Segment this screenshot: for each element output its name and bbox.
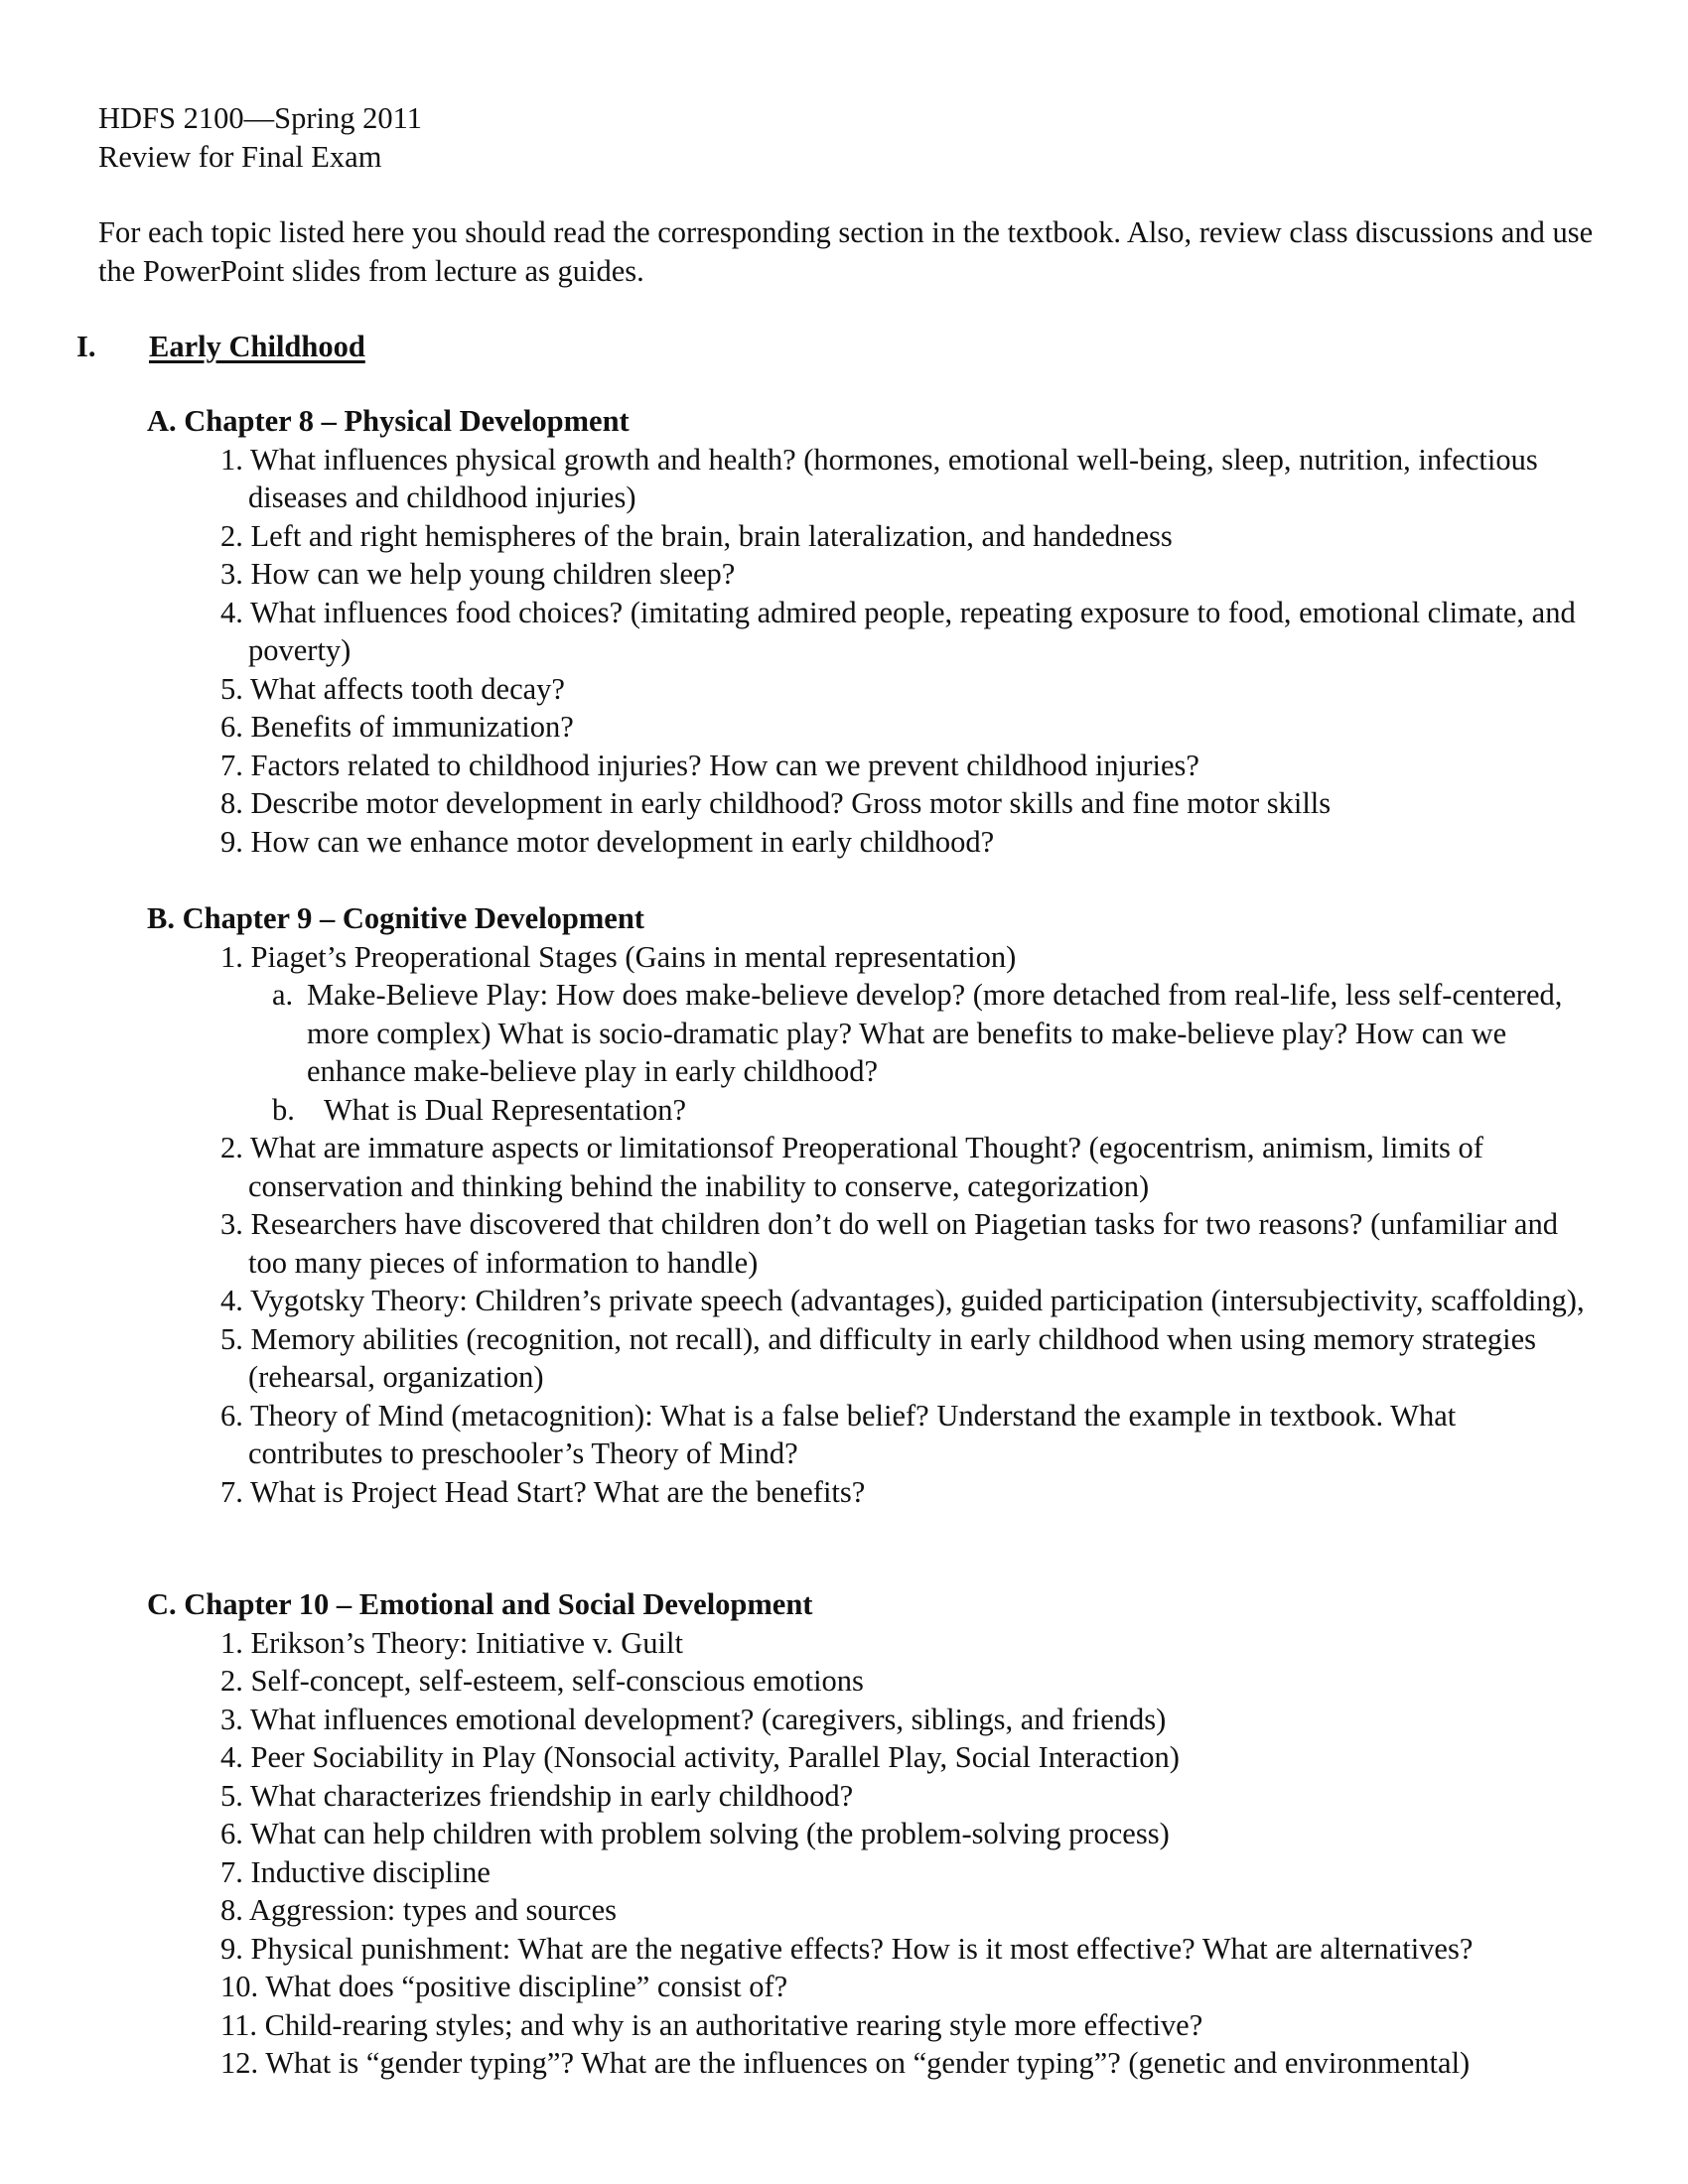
- list-item: [147, 1777, 1587, 1816]
- item-text: What is “gender typing”? What are the influences on “gender typing”? (genetic and environmental): [265, 2046, 1471, 2080]
- list-item: [147, 708, 1587, 747]
- item-text: What can help children with problem solving (the problem-solving process): [249, 1817, 1170, 1850]
- section-heading: [76, 328, 365, 366]
- document-title: Review for Final Exam: [98, 139, 382, 174]
- intro-paragraph: For each topic listed here you should read the corresponding section in the textbook. Also, review class discussions and use the PowerPoint slides from lecture as guides.: [98, 215, 1594, 288]
- item-text: How can we help young children sleep?: [250, 557, 736, 591]
- item-number: 11.: [220, 2007, 257, 2042]
- list-item: [147, 1473, 1587, 1512]
- document-header: [98, 99, 422, 176]
- list-item: [147, 747, 1587, 785]
- list-item: [147, 1891, 1587, 1930]
- item-text: What affects tooth decay?: [249, 671, 565, 706]
- item-letter: b.: [272, 1092, 295, 1127]
- item-number: 7.: [220, 1474, 243, 1509]
- item-text: Child-rearing styles; and why is an authoritative rearing style more effective?: [264, 2007, 1203, 2042]
- list-item: [147, 1815, 1587, 1853]
- item-number: 9.: [220, 824, 243, 859]
- item-text: What characterizes friendship in early childhood?: [249, 1778, 854, 1813]
- item-text: Vygotsky Theory: Children’s private speech (advantages), guided participation (intersubjectivity, scaffolding),: [249, 1284, 1585, 1317]
- item-number: 6.: [220, 1817, 243, 1850]
- chapter-title: A. Chapter 8 – Physical Development: [147, 404, 630, 438]
- item-number: 2.: [220, 518, 243, 553]
- item-text: What influences physical growth and health? (hormones, emotional well-being, sleep, nutrition, infectious diseases and childhood injuries): [248, 442, 1538, 514]
- item-number: 4.: [220, 1284, 243, 1317]
- item-text: Aggression: types and sources: [248, 1893, 617, 1927]
- item-number: 2.: [220, 1664, 243, 1698]
- item-text: Peer Sociability in Play (Nonsocial activity, Parallel Play, Social Interaction): [250, 1740, 1180, 1774]
- list-item: [147, 1397, 1587, 1473]
- chapter-title: C. Chapter 10 – Emotional and Social Development: [147, 1587, 813, 1621]
- item-text: Researchers have discovered that children don’t do well on Piagetian tasks for two reasons? (unfamiliar and too many pieces of information to handle): [248, 1207, 1558, 1280]
- list-item: [147, 2006, 1587, 2045]
- list-item: [147, 2044, 1587, 2083]
- sub-list-item: [147, 976, 1587, 1091]
- chapter-title: B. Chapter 9 – Cognitive Development: [147, 901, 644, 935]
- item-number: 4.: [220, 595, 243, 629]
- item-number: 3.: [220, 557, 243, 591]
- list-item: [147, 1320, 1587, 1397]
- item-number: 1.: [220, 442, 243, 477]
- item-letter: a.: [272, 978, 294, 1012]
- item-text: Inductive discipline: [250, 1854, 491, 1889]
- list-item: [147, 1282, 1587, 1320]
- item-text: What is Dual Representation?: [324, 1092, 687, 1127]
- item-text: How can we enhance motor development in early childhood?: [250, 824, 995, 859]
- list-item: [147, 1738, 1587, 1777]
- list-item: [147, 594, 1587, 670]
- section-title: Early Childhood: [149, 330, 365, 363]
- item-text: What does “positive discipline” consist of?: [265, 1970, 788, 2003]
- item-text: What influences food choices? (imitating admired people, repeating exposure to food, emotional climate, and poverty): [248, 595, 1576, 667]
- list-item: [147, 1930, 1587, 1969]
- item-text: Make-Believe Play: How does make-believe develop? (more detached from real-life, less self-centered, more complex) What is socio-dramatic play? What are benefits to make-believe play? How can we enhance make-believe play in early childhood?: [307, 978, 1563, 1088]
- item-number: 7.: [220, 1854, 243, 1889]
- chapter-item-list: [147, 441, 1587, 862]
- item-number: 3.: [220, 1207, 243, 1241]
- item-text: Erikson’s Theory: Initiative v. Guilt: [250, 1625, 683, 1660]
- item-text: Piaget’s Preoperational Stages (Gains in mental representation): [250, 939, 1017, 974]
- item-text: Memory abilities (recognition, not recall), and difficulty in early childhood when using memory strategies (rehearsal, organization): [248, 1321, 1537, 1394]
- item-number: 5.: [220, 1321, 243, 1356]
- item-text: What influences emotional development? (caregivers, siblings, and friends): [249, 1702, 1167, 1736]
- list-item: [147, 1853, 1587, 1892]
- item-text: Factors related to childhood injuries? How can we prevent childhood injuries?: [250, 748, 1199, 782]
- list-item: [147, 1662, 1587, 1701]
- item-text: Benefits of immunization?: [250, 710, 574, 744]
- list-item: [147, 784, 1587, 823]
- chapter-10-block: [147, 1585, 1587, 2083]
- list-item: [147, 517, 1587, 556]
- list-item: [147, 1968, 1587, 2006]
- list-item: [147, 1624, 1587, 1663]
- item-text: What are immature aspects or limitationsof Preoperational Thought? (egocentrism, animism, limits of conservation and thinking behind the inability to conserve, categorization): [248, 1131, 1483, 1203]
- item-number: 1.: [220, 1625, 243, 1660]
- course-title: HDFS 2100—Spring 2011: [98, 101, 422, 135]
- item-text: Describe motor development in early childhood? Gross motor skills and fine motor skills: [250, 786, 1332, 820]
- section-number: I.: [76, 330, 96, 363]
- item-number: 8.: [220, 1893, 243, 1927]
- item-text: Left and right hemispheres of the brain, brain lateralization, and handedness: [250, 518, 1173, 553]
- sub-list-item: [147, 1091, 1587, 1130]
- list-item: [147, 1129, 1587, 1205]
- item-number: 2.: [220, 1131, 243, 1164]
- item-number: 6.: [220, 710, 243, 744]
- item-text: What is Project Head Start? What are the benefits?: [249, 1474, 866, 1509]
- item-number: 7.: [220, 748, 243, 782]
- item-number: 10.: [220, 1970, 259, 2003]
- item-number: 8.: [220, 786, 243, 820]
- item-text: Physical punishment: What are the negative effects? How is it most effective? What are alternatives?: [250, 1931, 1474, 1966]
- list-item: [147, 938, 1587, 977]
- chapter-item-list: [147, 1624, 1587, 2083]
- chapter-item-list: [147, 938, 1587, 1512]
- list-item: [147, 441, 1587, 517]
- item-number: 5.: [220, 1778, 243, 1813]
- item-text: Theory of Mind (metacognition): What is a false belief? Understand the example in textbook. What contributes to preschooler’s Theory of Mind?: [248, 1398, 1457, 1470]
- item-number: 12.: [220, 2046, 259, 2080]
- item-text: Self-concept, self-esteem, self-conscious emotions: [250, 1664, 864, 1698]
- item-number: 4.: [220, 1740, 243, 1774]
- list-item: [147, 670, 1587, 709]
- item-number: 6.: [220, 1398, 243, 1433]
- item-number: 9.: [220, 1931, 243, 1966]
- chapter-8-block: [147, 402, 1587, 861]
- list-item: [147, 1205, 1587, 1282]
- item-number: 3.: [220, 1702, 243, 1736]
- list-item: [147, 823, 1587, 862]
- list-item: [147, 555, 1587, 594]
- chapter-9-block: [147, 899, 1587, 1511]
- item-number: 5.: [220, 671, 243, 706]
- list-item: [147, 1701, 1587, 1739]
- item-number: 1.: [220, 939, 243, 974]
